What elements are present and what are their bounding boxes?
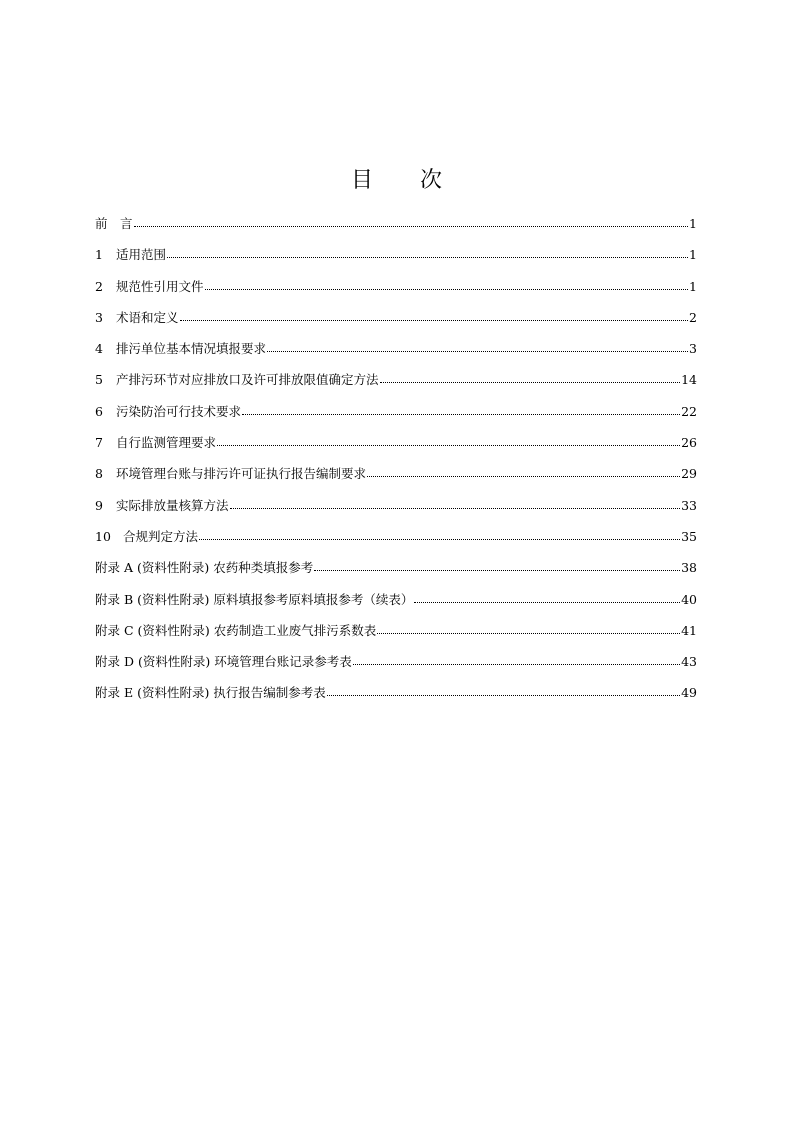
dot-leader — [367, 466, 680, 478]
toc-entry[interactable] — [95, 402, 697, 433]
toc-entry[interactable] — [95, 370, 697, 401]
toc-entry-label: 附录 A (资料性附录) 农药种类填报参考 — [95, 560, 314, 576]
toc-entry[interactable] — [95, 683, 697, 714]
toc-entry-page-number: 35 — [681, 528, 697, 544]
toc-entry-page-number: 41 — [681, 622, 697, 638]
toc-entry-page-number: 43 — [681, 654, 697, 670]
toc-entry-label: 规范性引用文件 — [116, 278, 204, 294]
dot-leader — [217, 435, 680, 447]
toc-entry-label: 前 言 — [95, 216, 133, 231]
toc-entry-number: 1 — [95, 247, 103, 263]
toc-entry[interactable] — [95, 308, 697, 339]
toc-entry[interactable] — [95, 496, 697, 527]
toc-entry-page-number: 26 — [681, 435, 697, 451]
toc-entry-label: 合规判定方法 — [123, 528, 199, 544]
toc-entry[interactable] — [95, 621, 697, 652]
toc-entry-number: 2 — [95, 278, 103, 294]
toc-entry[interactable] — [95, 433, 697, 464]
table-of-contents — [95, 214, 697, 715]
toc-entry-page-number: 1 — [689, 278, 697, 294]
toc-entry-label: 实际排放量核算方法 — [116, 497, 229, 513]
toc-entry-page-number: 14 — [681, 372, 697, 388]
toc-entry-page-number: 29 — [681, 466, 697, 482]
toc-entry-label: 术语和定义 — [116, 309, 179, 325]
toc-entry-number: 5 — [95, 372, 103, 388]
toc-entry-page-number: 22 — [681, 403, 697, 419]
toc-entry-page-number: 49 — [681, 685, 697, 701]
toc-entry-number: 10 — [95, 528, 111, 544]
dot-leader — [230, 498, 681, 510]
dot-leader — [327, 685, 680, 697]
toc-entry-page-number: 3 — [689, 341, 697, 357]
toc-entry[interactable] — [95, 464, 697, 495]
dot-leader — [199, 529, 680, 541]
toc-entry[interactable] — [95, 652, 697, 683]
dot-leader — [414, 592, 680, 604]
toc-entry-page-number: 1 — [689, 247, 697, 263]
toc-entry-number: 9 — [95, 497, 103, 513]
toc-entry[interactable] — [95, 558, 697, 589]
toc-entry-label: 自行监测管理要求 — [116, 435, 217, 451]
toc-entry-label: 适用范围 — [116, 247, 167, 263]
toc-entry-number: 7 — [95, 435, 103, 451]
dot-leader — [205, 279, 689, 291]
dot-leader — [134, 216, 689, 228]
toc-entry[interactable] — [95, 214, 697, 245]
toc-entry-page-number: 2 — [689, 309, 697, 325]
toc-entry-label: 附录 D (资料性附录) 环境管理台账记录参考表 — [95, 654, 352, 670]
page-title: 目 次 — [351, 168, 462, 193]
toc-entry-label: 附录 E (资料性附录) 执行报告编制参考表 — [95, 685, 326, 701]
toc-entry-page-number: 38 — [681, 560, 697, 576]
toc-entry[interactable] — [95, 277, 697, 308]
toc-entry-label: 附录 B (资料性附录) 原料填报参考原料填报参考（续表） — [95, 591, 414, 607]
toc-entry-page-number: 1 — [689, 216, 697, 231]
dot-leader — [242, 404, 680, 416]
toc-entry-number: 8 — [95, 466, 103, 482]
toc-entry[interactable] — [95, 527, 697, 558]
toc-entry[interactable] — [95, 339, 697, 370]
dot-leader — [353, 654, 680, 666]
toc-entry-number: 3 — [95, 309, 103, 325]
toc-entry-label: 排污单位基本情况填报要求 — [116, 341, 267, 357]
toc-entry-page-number: 33 — [681, 497, 697, 513]
toc-entry-label: 环境管理台账与排污许可证执行报告编制要求 — [116, 466, 367, 482]
dot-leader — [167, 247, 688, 259]
toc-entry-number: 4 — [95, 341, 103, 357]
dot-leader — [377, 623, 680, 635]
toc-entry[interactable] — [95, 245, 697, 276]
dot-leader — [314, 560, 680, 572]
toc-entry-label: 产排污环节对应排放口及许可排放限值确定方法 — [116, 372, 379, 388]
dot-leader — [267, 341, 688, 353]
toc-entry-label: 污染防治可行技术要求 — [116, 403, 242, 419]
toc-entry[interactable] — [95, 590, 697, 621]
toc-entry-number: 6 — [95, 403, 103, 419]
dot-leader — [180, 310, 689, 322]
dot-leader — [380, 372, 681, 384]
toc-entry-page-number: 40 — [681, 591, 697, 607]
toc-entry-label: 附录 C (资料性附录) 农药制造工业废气排污系数表 — [95, 622, 377, 638]
